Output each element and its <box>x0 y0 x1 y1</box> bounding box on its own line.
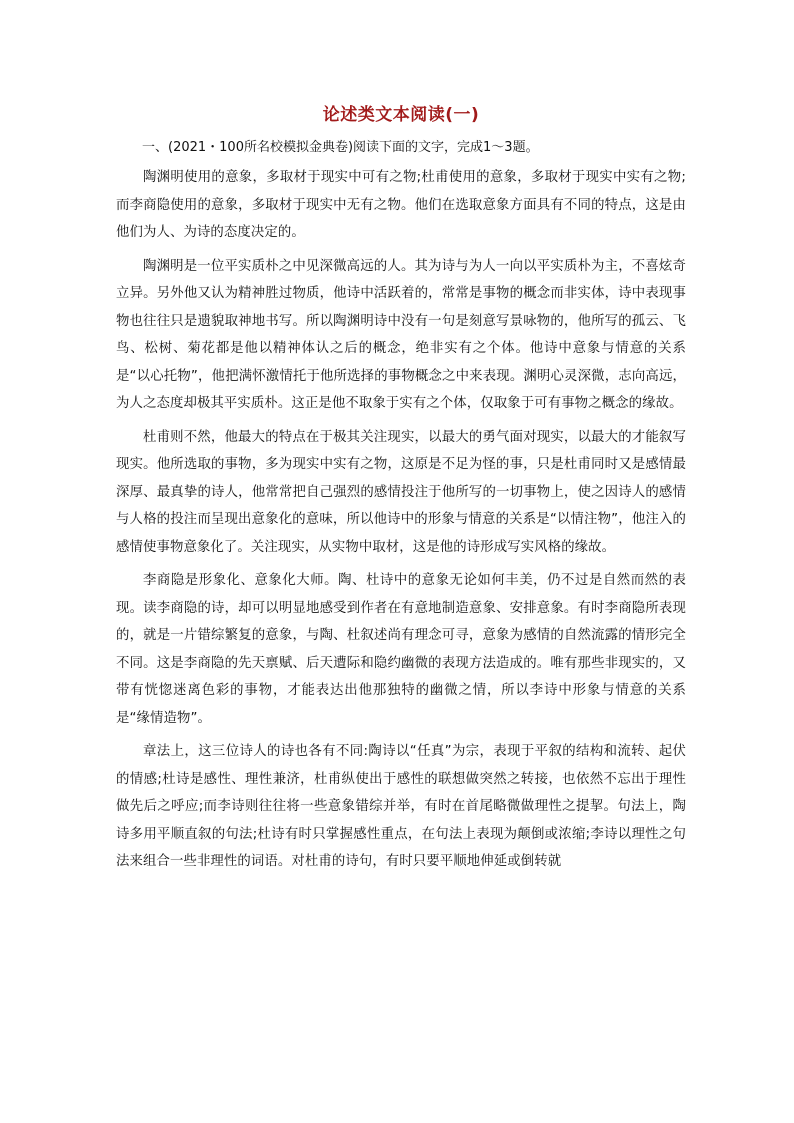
paragraph-5: 章法上，这三位诗人的诗也各有不同:陶诗以“任真”为宗，表现于平叙的结构和流转、起伏的情感;杜诗是感性、理性兼济，杜甫纵使出于感性的联想做突然之转接，也依然不忘出于理性做先后之呼应;而李诗则往往将一些意象错综并举，有时在首尾略微做理性之提挈。句法上，陶诗多用平顺直叙的句法;杜诗有时只掌握感性重点，在句法上表现为颠倒或浓缩;李诗以理性之句法来组合一些非理性的词语。对杜甫的诗句，有时只要平顺地伸延或倒转就 <box>116 744 686 869</box>
paragraph-4: 李商隐是形象化、意象化大师。陶、杜诗中的意象无论如何丰美，仍不过是自然而然的表现。读李商隐的诗，却可以明显地感受到作者在有意地制造意象、安排意象。有时李商隐所表现的，就是一片错综繁复的意象，与陶、杜叙述尚有理念可寻，意象为感情的自然流露的情形完全不同。这是李商隐的先天禀赋、后天遭际和隐约幽微的表现方法造成的。唯有那些非现实的，又带有恍惚迷离色彩的事物，才能表达出他那独特的幽微之情，所以李诗中形象与情意的关系是“缘情造物”。 <box>116 573 686 726</box>
paragraph-2: 陶渊明是一位平实质朴之中见深微高远的人。其为诗与为人一向以平实质朴为主，不喜炫奇立异。另外他又认为精神胜过物质，他诗中活跃着的，常常是事物的概念而非实体，诗中表现事物也往往只是遗貌取神地书写。所以陶渊明诗中没有一句是刻意写景咏物的，他所写的孤云、飞鸟、松树、菊花都是他以精神体认之后的概念，绝非实有之个体。他诗中意象与情意的关系是“以心托物”，他把满怀激情托于他所选择的事物概念之中来表现。渊明心灵深微，志向高远，为人之态度却极其平实质朴。这正是他不取象于实有之个体，仅取象于可有事物之概念的缘故。 <box>116 258 686 411</box>
paragraph-1: 陶渊明使用的意象，多取材于现实中可有之物;杜甫使用的意象，多取材于现实中实有之物;而李商隐使用的意象，多取材于现实中无有之物。他们在选取意象方面具有不同的特点，这是由他们为人、为诗的态度决定的。 <box>116 170 686 240</box>
question-heading: 一、(2021・100所名校模拟金典卷)阅读下面的文字，完成1～3题。 <box>142 140 539 155</box>
paragraph-3: 杜甫则不然，他最大的特点在于极其关注现实，以最大的勇气面对现实，以最大的才能叙写现实。他所选取的事物，多为现实中实有之物，这原是不足为怪的事，只是杜甫同时又是感情最深厚、最真挚的诗人，他常常把自己强烈的感情投注于他所写的一切事物上，使之因诗人的感情与人格的投注而呈现出意象化的意味，所以他诗中的形象与情意的关系是“以情注物”，他注入的感情使事物意象化了。关注现实，从实物中取材，这是他的诗形成写实风格的缘故。 <box>116 429 686 555</box>
document-title: 论述类文本阅读(一) <box>322 105 480 125</box>
document-page <box>116 103 686 876</box>
